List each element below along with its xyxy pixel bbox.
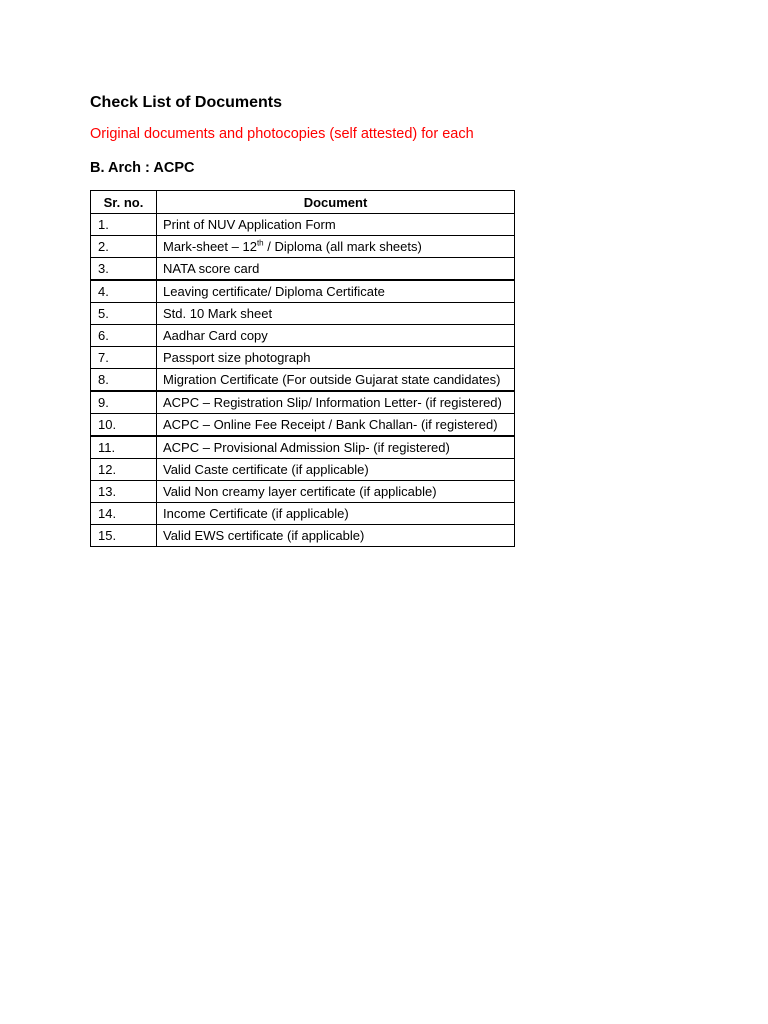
row-sr-no: 1. [91, 214, 157, 236]
row-sr-no: 13. [91, 481, 157, 503]
row-document: ACPC – Online Fee Receipt / Bank Challan- (if registered) [157, 414, 515, 437]
row-sr-no: 15. [91, 525, 157, 547]
row-document: Income Certificate (if applicable) [157, 503, 515, 525]
subtitle-note: Original documents and photocopies (self attested) for each [90, 126, 474, 142]
row-document: Passport size photograph [157, 347, 515, 369]
row-sr-no: 11. [91, 436, 157, 459]
row-sr-no: 9. [91, 391, 157, 414]
section-heading: B. Arch : ACPC [90, 160, 195, 176]
table-row [91, 481, 515, 503]
table-row [91, 280, 515, 303]
row-document: ACPC – Provisional Admission Slip- (if registered) [157, 436, 515, 459]
row-sr-no: 8. [91, 369, 157, 392]
table-header-row [91, 191, 515, 214]
table-row [91, 258, 515, 281]
header-document: Document [157, 191, 515, 214]
row-document: Print of NUV Application Form [157, 214, 515, 236]
row-sr-no: 7. [91, 347, 157, 369]
row-sr-no: 12. [91, 459, 157, 481]
row-document: Std. 10 Mark sheet [157, 303, 515, 325]
table-row [91, 214, 515, 236]
row-document: Valid EWS certificate (if applicable) [157, 525, 515, 547]
table-row [91, 459, 515, 481]
table-row [91, 414, 515, 437]
row-document: Valid Non creamy layer certificate (if applicable) [157, 481, 515, 503]
row-document [157, 236, 515, 258]
row-sr-no: 6. [91, 325, 157, 347]
row-sr-no: 4. [91, 280, 157, 303]
row-document-part: / Diploma (all mark sheets) [263, 239, 422, 254]
row-sr-no: 10. [91, 414, 157, 437]
header-sr-no: Sr. no. [91, 191, 157, 214]
documents-table [90, 190, 515, 547]
table-row [91, 236, 515, 258]
row-document: Leaving certificate/ Diploma Certificate [157, 280, 515, 303]
table-row [91, 303, 515, 325]
row-document: NATA score card [157, 258, 515, 281]
row-sr-no: 3. [91, 258, 157, 281]
row-document: ACPC – Registration Slip/ Information Letter- (if registered) [157, 391, 515, 414]
row-sr-no: 5. [91, 303, 157, 325]
table-row [91, 525, 515, 547]
row-document: Migration Certificate (For outside Gujarat state candidates) [157, 369, 515, 392]
row-document-part: Mark-sheet – 12 [163, 239, 257, 254]
row-document: Aadhar Card copy [157, 325, 515, 347]
table-row [91, 347, 515, 369]
table-row [91, 503, 515, 525]
table-row [91, 436, 515, 459]
superscript-th: th [256, 238, 264, 248]
table-row [91, 391, 515, 414]
table-row [91, 369, 515, 392]
table-row [91, 325, 515, 347]
page-title: Check List of Documents [90, 94, 283, 111]
row-sr-no: 2. [91, 236, 157, 258]
row-document: Valid Caste certificate (if applicable) [157, 459, 515, 481]
row-sr-no: 14. [91, 503, 157, 525]
